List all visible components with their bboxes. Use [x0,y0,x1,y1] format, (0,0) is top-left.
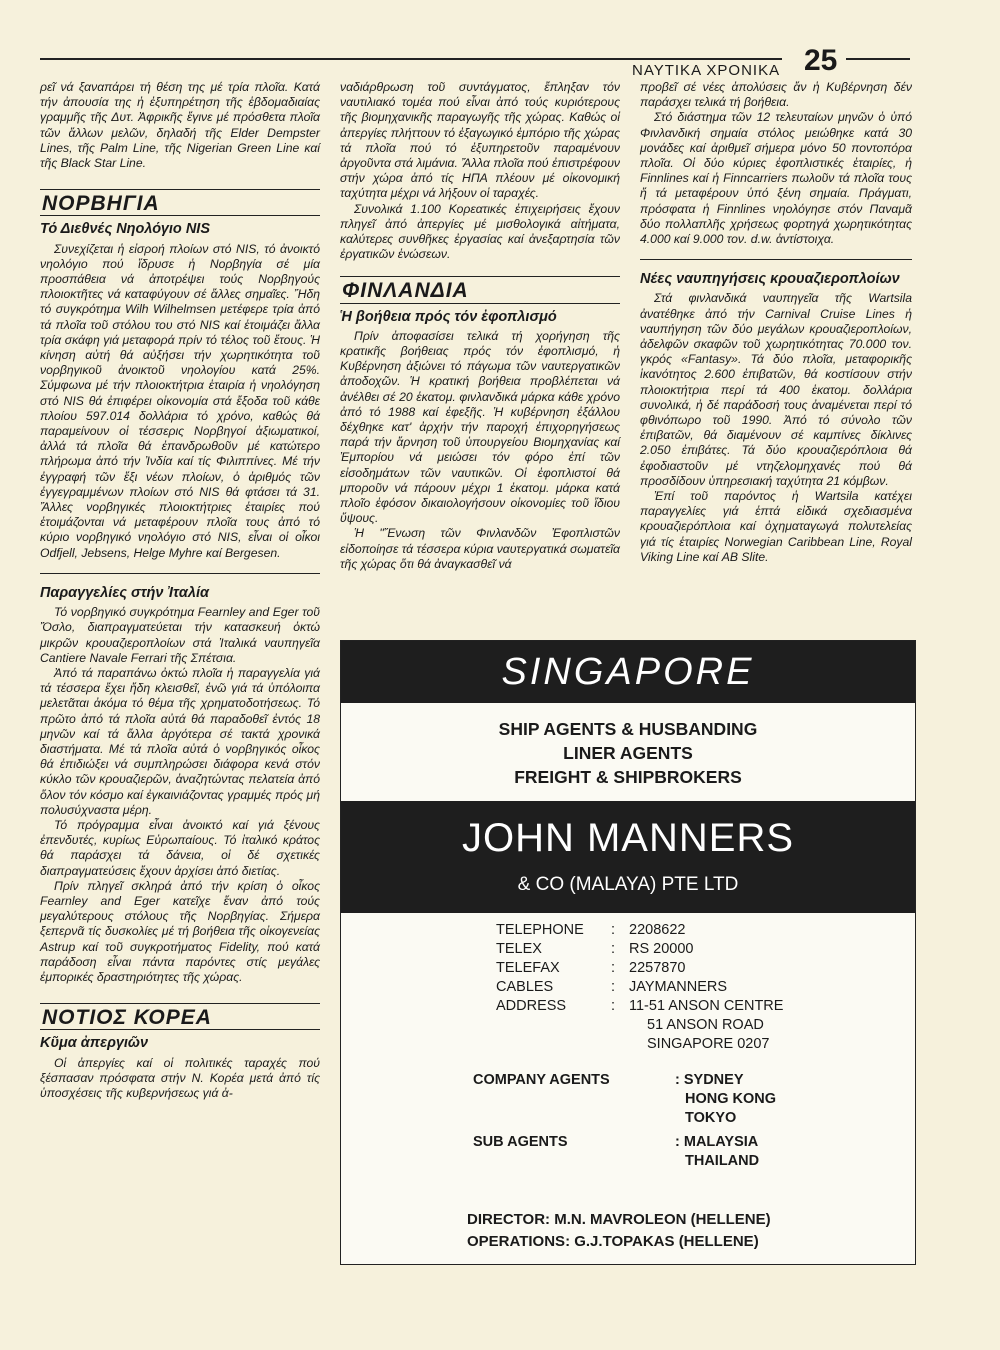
subheading-aid: Ἡ βοήθεια πρός τόν ἐφοπλισμό [340,308,557,325]
column-1 [40,80,320,1101]
ad-company-agents-label: COMPANY AGENTS [473,1072,610,1088]
ad-director: DIRECTOR: M.N. MAVROLEON (HELLENE) [467,1211,771,1228]
paragraph: ρεῖ νά ξαναπάρει τή θέση της μέ τρία πλοῖα. Κατά τήν ἀπουσία της ἡ ἐξυπηρέτηση τῆς ἑβδομαδιαίας γραμμῆς τῆς Δυτ. Ἀφρικῆς ἔγινε μέ πρόσθετα πλοῖα τῶν ἄλλων μελῶν, δηλαδή τῆς Elder Dempster Lines, τῆς Palm Line, τῆς Nigerian Green Line καί τῆς Black Star Line. [40,80,320,171]
paragraph: Τό νορβηγικό συγκρότημα Fearnley and Eger τοῦ Ὄσλο, διαπραγματεύεται τήν κατασκευή ὀκτώ μικρῶν κρουαζιεροπλοίων στά Ἰταλικά ναυπηγεῖα Cantiere Navale Ferrari τῆς Σπέτσια. [40,605,320,665]
ad-agent-country: : MALAYSIA [675,1134,759,1150]
paragraph: ναδιάρθρωση τοῦ συντάγματος, ἔπληξαν τόν ναυτιλιακό τομέα πού εἶναι ἀπό τούς κυριότερους τῆς βιομηχανικῆς παραγωγῆς τῆς χώρας. Καθώς οἱ ἀπεργίες πλήττουν τό ἐξαγωγικό ἐμπόριο τῆς χώρας τά πλοῖα πού τό ἐξυπηρετοῦν παραμένουν ἀργοῦντα στά λιμάνια. Ἄλλα πλοῖα πού ἐπιστρέφουν στήν χώρα ἀπό τίς ΗΠΑ πλέουν μέ οἰκονομική ταχύτητα μέχρι νά λήξουν οἱ ταραχές. [340,80,620,201]
section-heading-korea: ΝΟΤΙΟΣ ΚΟΡΕΑ [40,1003,320,1030]
ad-contacts [341,913,915,1063]
ad-contact-label: TELEFAX [496,960,560,976]
ad-agent-city: : SYDNEY [675,1072,744,1088]
paragraph: Πρίν πληγεῖ σκληρά ἀπό τήν κρίση ὁ οἶκος Fearnley and Eger κατεῖχε ἕναν ἀπό τούς μεγαλύτερους στόλους τῆς Νορβηγίας. Σήμερα ξεπερνᾶ τίς δυσκολίες μέ τή βοήθεια τῆς οἰκογενείας Astrup καί τοῦ συγκροτήματος Fidelity, πού κατά παράδοση εἶναι πάντα παρόντες στίς μεγάλες ἐμπορικές δραστηριότητες τῆς χώρας. [40,878,320,984]
running-head: ΝΑΥΤΙΚΑ ΧΡΟΝΙΚΑ [632,62,781,79]
ad-staff [467,1209,771,1253]
paragraph: Ἡ "Ἕνωση τῶν Φινλανδῶν Ἐφοπλιστῶν εἰδοποίησε τά τέσσερα κύρια ναυτεργατικά σωματεῖα τῆς χώρας ὅτι θά ἀναγκασθεῖ νά [340,526,620,571]
section-heading-norway: ΝΟΡΒΗΓΙΑ [40,189,320,216]
ad-address-line: 51 ANSON ROAD [647,1017,764,1033]
ad-contact-label: TELEPHONE [496,922,584,938]
ad-agent-city: HONG KONG [685,1091,777,1107]
subheading-italy: Παραγγελίες στήν Ἰταλία [40,573,320,601]
ad-company-sub: & CO (MALAYA) PTE LTD [517,874,739,895]
ad-company-name: JOHN MANNERS [461,816,795,860]
paragraph: Πρίν ἀποφασίσει τελικά τή χορήγηση τῆς κρατικῆς βοήθειας πρός τόν ἐφοπλισμό, ἡ Κυβέρνηση ἀξιώνει τό πάγωμα τῶν ναυτεργατικῶν ἀποδοχῶν. Ἡ κρατική βοήθεια προβλέπεται νά ἀνέλθει σέ 20 ἑκατομ. φινλανδικά μάρκα κάθε χρόνο ἀπό τό 1988 καί ἐφεξῆς. Ἡ κυβέρνηση ἐξάλλου δέχθηκε κατ' ἀρχήν τήν παροχή ἐπιχορηγήσεως παρά τήν ἄρνηση τοῦ ὑπουργείου Βιομηχανίας καί Ἐμπορίου νά μειώσει τόν φόρο ἐπί τῶν εἰσοδημάτων τῶν ναυτικῶν. Οἱ ἐφοπλιστοί θά μποροῦν νά πάρουν μέχρι 1 ἑκατομ. μάρκα κατά πλοῖο ἐφόσον δικαιολογήσουν οἰκονομίες τοῦ ἴδιου ὕψους. [340,328,620,526]
subheading-nis: Τό Διεθνές Νηολόγιο NIS [40,221,210,238]
ad-telephone: : 2208622 [611,921,783,940]
paragraph: Συνολικά 1.100 Κορεατικές ἐπιχειρήσεις ἔχουν πληγεῖ ἀπό ἀπεργίες μέ μισθολογικά αἰτήματα, καλύτερες συνθῆκες ἐργασίας καί ἀνεξαρτησία τῶν ἐργατικῶν ἑνώσεων. [340,201,620,262]
paragraph: Στά φινλανδικά ναυπηγεῖα τῆς Wartsila ἀνατέθηκε ἀπό τήν Carnival Cruise Lines ἡ ναυπήγηση τῶν δύο μεγάλων κρουαζιεροπλοίων, ἀδελφῶν σκαφῶν τοῦ χωρητικότητας 70.000 τον. γκρός «Fantasy». Τά δύο πλοῖα, μεταφορικῆς ἱκανότητος 2.600 ἐπιβατῶν, θά κοστίσουν στήν πλοιοκτήτρια περί τά 400 ἑκατομ. δολλάρια συνολικά, ἡ δέ παράδοσή τους ἀναμένεται περί τό φθινόπωρο τοῦ 1990. Ἀπό τό σύνολο τῶν ἐπιβατῶν, θά διαμένουν σέ καμπίνες δίκλινες 2.050 ἐπιβάτες. Τά δύο κρουαζιερόπλοια θά ἐφοδιαστοῦν μέ ντηζελομηχανές πού θά προσδίδουν ὑπηρεσιακή ταχύτητα 21 κόμβων. [640,291,912,488]
ad-agents [341,1063,915,1188]
ad-contact-labels [496,921,584,1016]
paragraph: Ἐπί τοῦ παρόντος ἡ Wartsila κατέχει παραγγελίες γιά ἑπτά εἰδικά σχεδιασμένα κρουαζιερόπλοια καί ὀχηματαγωγά πολυτελείας γιά τίς ἑταιρίες Norwegian Caribbean Line, Royal Viking Line καί AB Slite. [640,489,912,564]
ad-service-line: LINER AGENTS [563,743,693,763]
ad-address-line: SINGAPORE 0207 [647,1036,770,1052]
subheading-cruise: Νέες ναυπηγήσεις κρουαζιεροπλοίων [640,259,912,287]
ad-contact-label: CABLES [496,979,554,995]
section-heading-finland: ΦΙΝΛΑΝΔΙΑ [340,276,620,303]
ad-operations: OPERATIONS: G.J.TOPAKAS (HELLENE) [467,1233,759,1250]
paragraph: Ἀπό τά παραπάνω ὀκτώ πλοῖα ἡ παραγγελία γιά τά τέσσερα ἔχει ἤδη κλεισθεῖ, ἐνῶ γιά τά ὑπόλοιπα μελετᾶται ἀκόμα τό θέμα τῆς χρηματοδοτήσεως. Τό πρῶτο ἀπό τά πλοῖα αὐτά θά παραδοθεῖ ἐντός 18 μηνῶν καί τά ἄλλα ἀργότερα σέ τακτά χρονικά διαστήματα. Μέ τά πλοῖα αὐτά ὁ νορβηγικός οἶκος θά ἐπιδιώξει νά συμπληρώσει διάφορα κενά στόν κύκλο τῶν κρουαζιερῶν, ἀναζητώντας πελατεία ἀπό ὅλον τόν κόσμο καί ἐγκαινιάζοντας γραμμές πρός μή πολυσύχναστα μέρη. [40,665,320,817]
paragraph: Οἱ ἀπεργίες καί οἱ πολιτικές ταραχές πού ξέσπασαν πρόσφατα στήν Ν. Κορέα μετά ἀπό τίς ὑποσχέσεις τῆς κυβερνήσεως γιά ἀ- [40,1055,320,1100]
ad-telex: : RS 20000 [611,940,783,959]
ad-agent-country: THAILAND [685,1153,760,1169]
ad-telefax: : 2257870 [611,959,783,978]
ad-service-line: FREIGHT & SHIPBROKERS [514,767,742,787]
paragraph: Στό διάστημα τῶν 12 τελευταίων μηνῶν ὁ ὑπό Φινλανδική σημαία στόλος μειώθηκε κατά 30 μονάδες καί ἀριθμεῖ σήμερα μόνο 50 ποντοπόρα πλοῖα. Οἱ δύο κύριες ἐφοπλιστικές ἑταιρίες, ἡ Finnlines καί ἡ Finncarriers πωλοῦν τά πλοῖα τους ἤ τά μεταφέρουν ὑπό ξένη σημαία. Πράγματι, πρόσφατα ἡ Finnlines νηολόγησε στόν Παναμᾶ δύο πολλαπλῆς χρήσεως φορτηγά χωρητικότητας 4.000 καί 9.000 τον. d.w. ἀντίστοιχα. [640,110,912,247]
ad-cables: : JAYMANNERS [611,978,783,997]
ad-services [341,703,915,801]
paragraph: προβεῖ σέ νέες ἀπολύσεις ἄν ἡ Κυβέρνηση δέν παράσχει τελικά τή βοήθεια. [640,80,912,110]
ad-sub-agents [675,1133,759,1171]
ad-banner: SINGAPORE [341,641,915,703]
subheading-strikes: Κῦμα ἀπεργιῶν [40,1035,149,1052]
ad-service-line: SHIP AGENTS & HUSBANDING [498,719,758,739]
advertisement-john-manners [340,640,916,1265]
ad-company-agents [675,1071,776,1128]
header-rule-right [846,58,910,60]
ad-contact-label: ADDRESS [496,998,567,1014]
column-3 [640,80,912,565]
column-2 [340,80,620,572]
ad-company-band [341,801,915,913]
header-rule [40,58,782,60]
ad-contact-values [611,921,783,1054]
ad-contact-label: TELEX [496,941,542,957]
paragraph: Τό πρόγραμμα εἶναι ἀνοικτό καί γιά ξένους ἐπενδυτές, κυρίως Εὐρωπαίους. Τό ἰταλικό κράτος θά παράσχει τά δάνεια, οἱ δέ σχετικές διαπραγματεύσεις ἔχουν ἀρχίσει ἀπό διετίας. [40,817,320,878]
paragraph: Συνεχίζεται ἡ εἰσροή πλοίων στό NIS, τό ἀνοικτό νηολόγιο πού ἵδρυσε ἡ Νορβηγία σέ μία προσπάθεια νά ἀποτρέψει τούς Νορβηγούς πλοιοκτῆτες νά καταφύγουν σέ ἄλλες σημαῖες. Ἤδη τό συγκρότημα Wilh Wilhelmsen μετέφερε τρία ἀπό τά πλοῖα τοῦ στόλου του στό NIS καί ἑτοιμάζει ἄλλα τρία σκάφη γιά μεταφορά πρίν τό τέλος τοῦ ἔτους. Ἡ κίνηση αὐτή θά αὐξήσει τήν χωρητικότητα τοῦ νορβηγικοῦ ἀνοικτοῦ νηολογίου κατά 25%. Σύμφωνα μέ τήν πλοιοκτήτρια ἑταιρία ἡ νηολόγηση στό NIS θά ἐπιφέρει οἰκονομία στά ἔξοδα τοῦ κάθε πλοίου 597.014 δολλάρια τό χρόνο, καθώς θά παραμείνουν οἱ τέσσερις Νορβηγοί ἀξιωματικοί, ἀλλά τά πλοῖα θά ἐπανδρωθοῦν μέ κατώτερο πλήρωμα ἀπό τήν Ἰνδία καί τίς Φιλιππίνες. Μέ τήν ἐγγραφή τῶν ἕξι νέων πλοίων, ὁ ἀριθμός τῶν ἐγγεγραμμένων πλοίων στό NIS θά φτάσει τά 31. Ἄλλες νορβηγικές πλοιοκτήτριες ἑταιρίες πού ἑτοιμάζονται νά μεταφέρουν πλοῖα τους ἀπό τό κύριο νορβηγικό νηολόγιο στό NIS, εἶναι οἱ οἶκοι Odfjell, Jebsens, Helge Myhre καί Bergesen. [40,241,320,560]
page-number: 25 [804,44,838,77]
ad-agent-city: TOKYO [685,1110,737,1126]
ad-address-line: : 11-51 ANSON CENTRE [611,997,783,1016]
ad-sub-agents-label: SUB AGENTS [473,1134,568,1150]
